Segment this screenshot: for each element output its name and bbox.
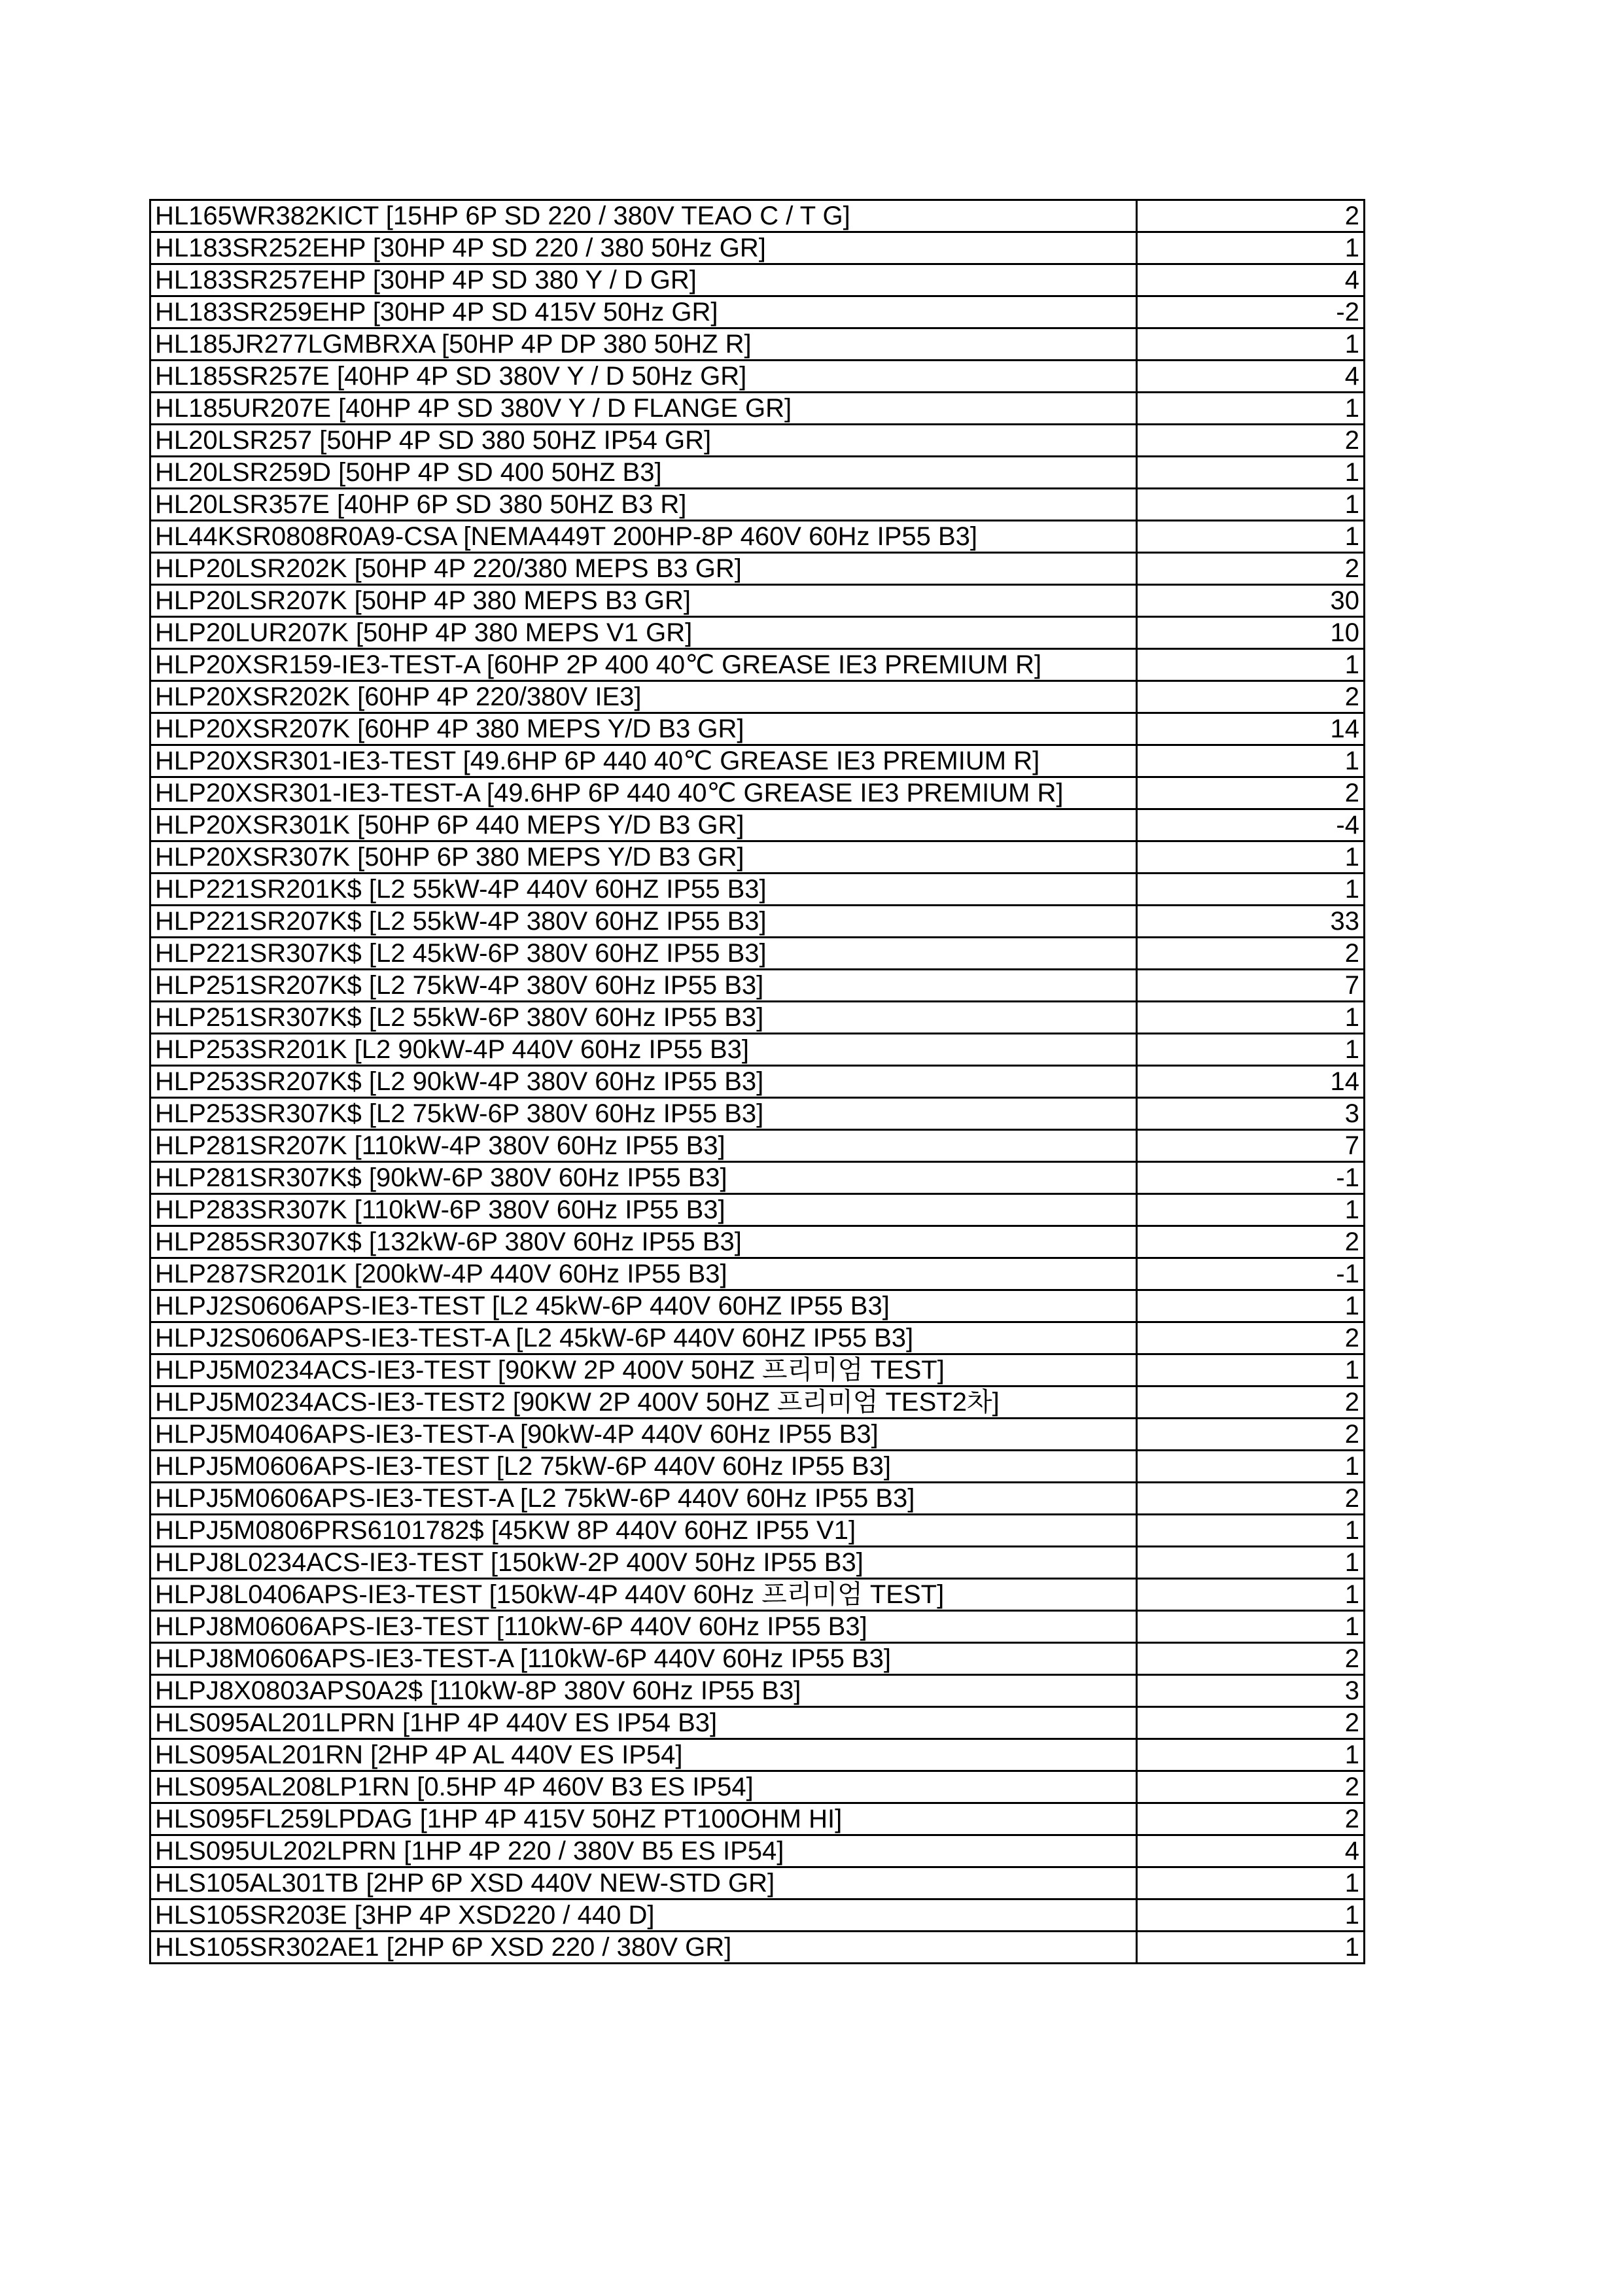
item-description-cell: HL44KSR0808R0A9-CSA [NEMA449T 200HP-8P 460V 60Hz IP55 B3] bbox=[150, 521, 1137, 553]
item-description-cell: HLP20XSR159-IE3-TEST-A [60HP 2P 400 40℃ GREASE IE3 PREMIUM R] bbox=[150, 649, 1137, 681]
quantity-cell: 1 bbox=[1137, 841, 1365, 874]
table-row bbox=[150, 713, 1365, 745]
item-description-cell: HLP20XSR307K [50HP 6P 380 MEPS Y/D B3 GR] bbox=[150, 841, 1137, 874]
table-row bbox=[150, 809, 1365, 841]
quantity-cell: 1 bbox=[1137, 745, 1365, 777]
quantity-cell: 2 bbox=[1137, 1419, 1365, 1451]
quantity-cell: 1 bbox=[1137, 1867, 1365, 1899]
quantity-cell: 2 bbox=[1137, 1803, 1365, 1835]
item-description-cell: HLPJ8M0606APS-IE3-TEST [110kW-6P 440V 60Hz IP55 B3] bbox=[150, 1611, 1137, 1643]
item-description-cell: HLP20XSR207K [60HP 4P 380 MEPS Y/D B3 GR] bbox=[150, 713, 1137, 745]
table-row bbox=[150, 361, 1365, 393]
quantity-cell: 2 bbox=[1137, 1707, 1365, 1739]
table-row bbox=[150, 1932, 1365, 1964]
item-description-cell: HLPJ8X0803APS0A2$ [110kW-8P 380V 60Hz IP55 B3] bbox=[150, 1675, 1137, 1707]
item-description-cell: HLP20XSR202K [60HP 4P 220/380V IE3] bbox=[150, 681, 1137, 713]
item-description-cell: HLP221SR207K$ [L2 55kW-4P 380V 60HZ IP55 B3] bbox=[150, 906, 1137, 938]
table-row bbox=[150, 1547, 1365, 1579]
item-description-cell: HLPJ8M0606APS-IE3-TEST-A [110kW-6P 440V 60Hz IP55 B3] bbox=[150, 1643, 1137, 1675]
item-description-cell: HLP281SR207K [110kW-4P 380V 60Hz IP55 B3] bbox=[150, 1130, 1137, 1162]
table-row bbox=[150, 1226, 1365, 1258]
quantity-cell: 2 bbox=[1137, 681, 1365, 713]
item-description-cell: HLPJ5M0606APS-IE3-TEST-A [L2 75kW-6P 440V 60Hz IP55 B3] bbox=[150, 1483, 1137, 1515]
quantity-cell: 14 bbox=[1137, 713, 1365, 745]
quantity-cell: 1 bbox=[1137, 393, 1365, 425]
item-description-cell: HLPJ5M0234ACS-IE3-TEST2 [90KW 2P 400V 50HZ 프리미엄 TEST2차] bbox=[150, 1386, 1137, 1419]
quantity-cell: 2 bbox=[1137, 553, 1365, 585]
item-description-cell: HLP251SR207K$ [L2 75kW-4P 380V 60Hz IP55 B3] bbox=[150, 970, 1137, 1002]
quantity-cell: 2 bbox=[1137, 425, 1365, 457]
table-row bbox=[150, 906, 1365, 938]
item-description-cell: HLP20XSR301-IE3-TEST-A [49.6HP 6P 440 40℃ GREASE IE3 PREMIUM R] bbox=[150, 777, 1137, 809]
item-description-cell: HL185JR277LGMBRXA [50HP 4P DP 380 50HZ R] bbox=[150, 328, 1137, 361]
quantity-cell: 1 bbox=[1137, 649, 1365, 681]
item-description-cell: HL185SR257E [40HP 4P SD 380V Y / D 50Hz GR] bbox=[150, 361, 1137, 393]
item-description-cell: HLS095UL202LPRN [1HP 4P 220 / 380V B5 ES IP54] bbox=[150, 1835, 1137, 1867]
quantity-cell: 14 bbox=[1137, 1066, 1365, 1098]
table-row bbox=[150, 232, 1365, 264]
item-description-cell: HLPJ5M0606APS-IE3-TEST [L2 75kW-6P 440V 60Hz IP55 B3] bbox=[150, 1451, 1137, 1483]
table-row bbox=[150, 1515, 1365, 1547]
item-description-cell: HLS095AL208LP1RN [0.5HP 4P 460V B3 ES IP54] bbox=[150, 1771, 1137, 1803]
quantity-cell: 2 bbox=[1137, 1322, 1365, 1354]
item-description-cell: HLP287SR201K [200kW-4P 440V 60Hz IP55 B3] bbox=[150, 1258, 1137, 1290]
table-row bbox=[150, 1771, 1365, 1803]
item-description-cell: HLP221SR201K$ [L2 55kW-4P 440V 60HZ IP55 B3] bbox=[150, 874, 1137, 906]
quantity-cell: 1 bbox=[1137, 1451, 1365, 1483]
item-description-cell: HL183SR259EHP [30HP 4P SD 415V 50Hz GR] bbox=[150, 296, 1137, 328]
quantity-cell: 4 bbox=[1137, 264, 1365, 296]
item-description-cell: HLP221SR307K$ [L2 45kW-6P 380V 60HZ IP55 B3] bbox=[150, 938, 1137, 970]
item-description-cell: HLP253SR207K$ [L2 90kW-4P 380V 60Hz IP55 B3] bbox=[150, 1066, 1137, 1098]
table-row bbox=[150, 585, 1365, 617]
table-row bbox=[150, 1579, 1365, 1611]
table-row bbox=[150, 617, 1365, 649]
table-row bbox=[150, 1867, 1365, 1899]
table-row bbox=[150, 1739, 1365, 1771]
item-description-cell: HLS095AL201RN [2HP 4P AL 440V ES IP54] bbox=[150, 1739, 1137, 1771]
item-description-cell: HLP285SR307K$ [132kW-6P 380V 60Hz IP55 B3] bbox=[150, 1226, 1137, 1258]
item-description-cell: HLP20LSR207K [50HP 4P 380 MEPS B3 GR] bbox=[150, 585, 1137, 617]
quantity-cell: 33 bbox=[1137, 906, 1365, 938]
quantity-cell: 2 bbox=[1137, 1643, 1365, 1675]
item-description-cell: HLPJ5M0806PRS6101782$ [45KW 8P 440V 60HZ IP55 V1] bbox=[150, 1515, 1137, 1547]
item-description-cell: HL20LSR357E [40HP 6P SD 380 50HZ B3 R] bbox=[150, 489, 1137, 521]
table-row bbox=[150, 745, 1365, 777]
quantity-cell: 1 bbox=[1137, 1547, 1365, 1579]
table-row bbox=[150, 264, 1365, 296]
quantity-cell: 1 bbox=[1137, 489, 1365, 521]
quantity-cell: 30 bbox=[1137, 585, 1365, 617]
item-description-cell: HL185UR207E [40HP 4P SD 380V Y / D FLANGE GR] bbox=[150, 393, 1137, 425]
item-description-cell: HLP253SR307K$ [L2 75kW-6P 380V 60Hz IP55 B3] bbox=[150, 1098, 1137, 1130]
item-description-cell: HLS105SR302AE1 [2HP 6P XSD 220 / 380V GR] bbox=[150, 1932, 1137, 1964]
table-row bbox=[150, 1803, 1365, 1835]
table-row bbox=[150, 938, 1365, 970]
item-description-cell: HLS105SR203E [3HP 4P XSD220 / 440 D] bbox=[150, 1899, 1137, 1932]
table-row bbox=[150, 649, 1365, 681]
table-row bbox=[150, 296, 1365, 328]
table-row bbox=[150, 457, 1365, 489]
item-description-cell: HLP281SR307K$ [90kW-6P 380V 60Hz IP55 B3] bbox=[150, 1162, 1137, 1194]
table-row bbox=[150, 874, 1365, 906]
table-row bbox=[150, 553, 1365, 585]
table-row bbox=[150, 521, 1365, 553]
quantity-cell: 1 bbox=[1137, 1290, 1365, 1322]
table-row bbox=[150, 489, 1365, 521]
item-description-cell: HLPJ5M0406APS-IE3-TEST-A [90kW-4P 440V 60Hz IP55 B3] bbox=[150, 1419, 1137, 1451]
quantity-cell: 2 bbox=[1137, 777, 1365, 809]
table-row bbox=[150, 1675, 1365, 1707]
quantity-cell: 1 bbox=[1137, 1354, 1365, 1386]
quantity-cell: 1 bbox=[1137, 1899, 1365, 1932]
item-description-cell: HLPJ5M0234ACS-IE3-TEST [90KW 2P 400V 50HZ 프리미엄 TEST] bbox=[150, 1354, 1137, 1386]
item-description-cell: HLS095AL201LPRN [1HP 4P 440V ES IP54 B3] bbox=[150, 1707, 1137, 1739]
quantity-cell: 1 bbox=[1137, 328, 1365, 361]
inventory-table bbox=[149, 199, 1365, 1964]
item-description-cell: HLPJ8L0234ACS-IE3-TEST [150kW-2P 400V 50Hz IP55 B3] bbox=[150, 1547, 1137, 1579]
table-row bbox=[150, 1643, 1365, 1675]
quantity-cell: -2 bbox=[1137, 296, 1365, 328]
quantity-cell: 2 bbox=[1137, 938, 1365, 970]
item-description-cell: HLP20XSR301-IE3-TEST [49.6HP 6P 440 40℃ GREASE IE3 PREMIUM R] bbox=[150, 745, 1137, 777]
item-description-cell: HL165WR382KICT [15HP 6P SD 220 / 380V TEAO C / T G] bbox=[150, 200, 1137, 232]
item-description-cell: HLPJ2S0606APS-IE3-TEST-A [L2 45kW-6P 440V 60HZ IP55 B3] bbox=[150, 1322, 1137, 1354]
table-row bbox=[150, 393, 1365, 425]
table-row bbox=[150, 1002, 1365, 1034]
item-description-cell: HL183SR252EHP [30HP 4P SD 220 / 380 50Hz GR] bbox=[150, 232, 1137, 264]
quantity-cell: 3 bbox=[1137, 1675, 1365, 1707]
item-description-cell: HLS105AL301TB [2HP 6P XSD 440V NEW-STD GR] bbox=[150, 1867, 1137, 1899]
table-row bbox=[150, 425, 1365, 457]
item-description-cell: HLPJ8L0406APS-IE3-TEST [150kW-4P 440V 60Hz 프리미엄 TEST] bbox=[150, 1579, 1137, 1611]
table-row bbox=[150, 1162, 1365, 1194]
item-description-cell: HL20LSR259D [50HP 4P SD 400 50HZ B3] bbox=[150, 457, 1137, 489]
item-description-cell: HLS095FL259LPDAG [1HP 4P 415V 50HZ PT100OHM HI] bbox=[150, 1803, 1137, 1835]
item-description-cell: HLP251SR307K$ [L2 55kW-6P 380V 60Hz IP55 B3] bbox=[150, 1002, 1137, 1034]
table-row bbox=[150, 1707, 1365, 1739]
table-row bbox=[150, 1899, 1365, 1932]
item-description-cell: HLP20LSR202K [50HP 4P 220/380 MEPS B3 GR] bbox=[150, 553, 1137, 585]
quantity-cell: -1 bbox=[1137, 1258, 1365, 1290]
quantity-cell: 1 bbox=[1137, 874, 1365, 906]
item-description-cell: HLP20LUR207K [50HP 4P 380 MEPS V1 GR] bbox=[150, 617, 1137, 649]
table-row bbox=[150, 328, 1365, 361]
table-row bbox=[150, 1354, 1365, 1386]
quantity-cell: 1 bbox=[1137, 1002, 1365, 1034]
item-description-cell: HLP20XSR301K [50HP 6P 440 MEPS Y/D B3 GR] bbox=[150, 809, 1137, 841]
table-row bbox=[150, 1066, 1365, 1098]
table-row bbox=[150, 1386, 1365, 1419]
quantity-cell: 3 bbox=[1137, 1098, 1365, 1130]
table-row bbox=[150, 1290, 1365, 1322]
quantity-cell: 2 bbox=[1137, 1386, 1365, 1419]
quantity-cell: 1 bbox=[1137, 1611, 1365, 1643]
table-row bbox=[150, 200, 1365, 232]
quantity-cell: 2 bbox=[1137, 1226, 1365, 1258]
table-row bbox=[150, 1835, 1365, 1867]
table-row bbox=[150, 1419, 1365, 1451]
table-row bbox=[150, 1098, 1365, 1130]
inventory-table-body bbox=[150, 200, 1365, 1964]
quantity-cell: 1 bbox=[1137, 1579, 1365, 1611]
quantity-cell: 1 bbox=[1137, 521, 1365, 553]
quantity-cell: 1 bbox=[1137, 232, 1365, 264]
item-description-cell: HLPJ2S0606APS-IE3-TEST [L2 45kW-6P 440V 60HZ IP55 B3] bbox=[150, 1290, 1137, 1322]
quantity-cell: 7 bbox=[1137, 1130, 1365, 1162]
item-description-cell: HLP253SR201K [L2 90kW-4P 440V 60Hz IP55 B3] bbox=[150, 1034, 1137, 1066]
quantity-cell: 10 bbox=[1137, 617, 1365, 649]
table-row bbox=[150, 1451, 1365, 1483]
quantity-cell: 1 bbox=[1137, 1932, 1365, 1964]
quantity-cell: 1 bbox=[1137, 1739, 1365, 1771]
quantity-cell: -1 bbox=[1137, 1162, 1365, 1194]
quantity-cell: -4 bbox=[1137, 809, 1365, 841]
table-row bbox=[150, 777, 1365, 809]
quantity-cell: 2 bbox=[1137, 200, 1365, 232]
table-row bbox=[150, 1322, 1365, 1354]
table-row bbox=[150, 1258, 1365, 1290]
table-row bbox=[150, 1611, 1365, 1643]
table-row bbox=[150, 1130, 1365, 1162]
quantity-cell: 4 bbox=[1137, 1835, 1365, 1867]
quantity-cell: 4 bbox=[1137, 361, 1365, 393]
quantity-cell: 1 bbox=[1137, 1034, 1365, 1066]
table-row bbox=[150, 1034, 1365, 1066]
item-description-cell: HL20LSR257 [50HP 4P SD 380 50HZ IP54 GR] bbox=[150, 425, 1137, 457]
quantity-cell: 1 bbox=[1137, 1194, 1365, 1226]
table-row bbox=[150, 1483, 1365, 1515]
table-row bbox=[150, 841, 1365, 874]
item-description-cell: HLP283SR307K [110kW-6P 380V 60Hz IP55 B3] bbox=[150, 1194, 1137, 1226]
table-row bbox=[150, 970, 1365, 1002]
item-description-cell: HL183SR257EHP [30HP 4P SD 380 Y / D GR] bbox=[150, 264, 1137, 296]
table-row bbox=[150, 1194, 1365, 1226]
quantity-cell: 1 bbox=[1137, 457, 1365, 489]
quantity-cell: 7 bbox=[1137, 970, 1365, 1002]
quantity-cell: 1 bbox=[1137, 1515, 1365, 1547]
quantity-cell: 2 bbox=[1137, 1771, 1365, 1803]
quantity-cell: 2 bbox=[1137, 1483, 1365, 1515]
table-row bbox=[150, 681, 1365, 713]
